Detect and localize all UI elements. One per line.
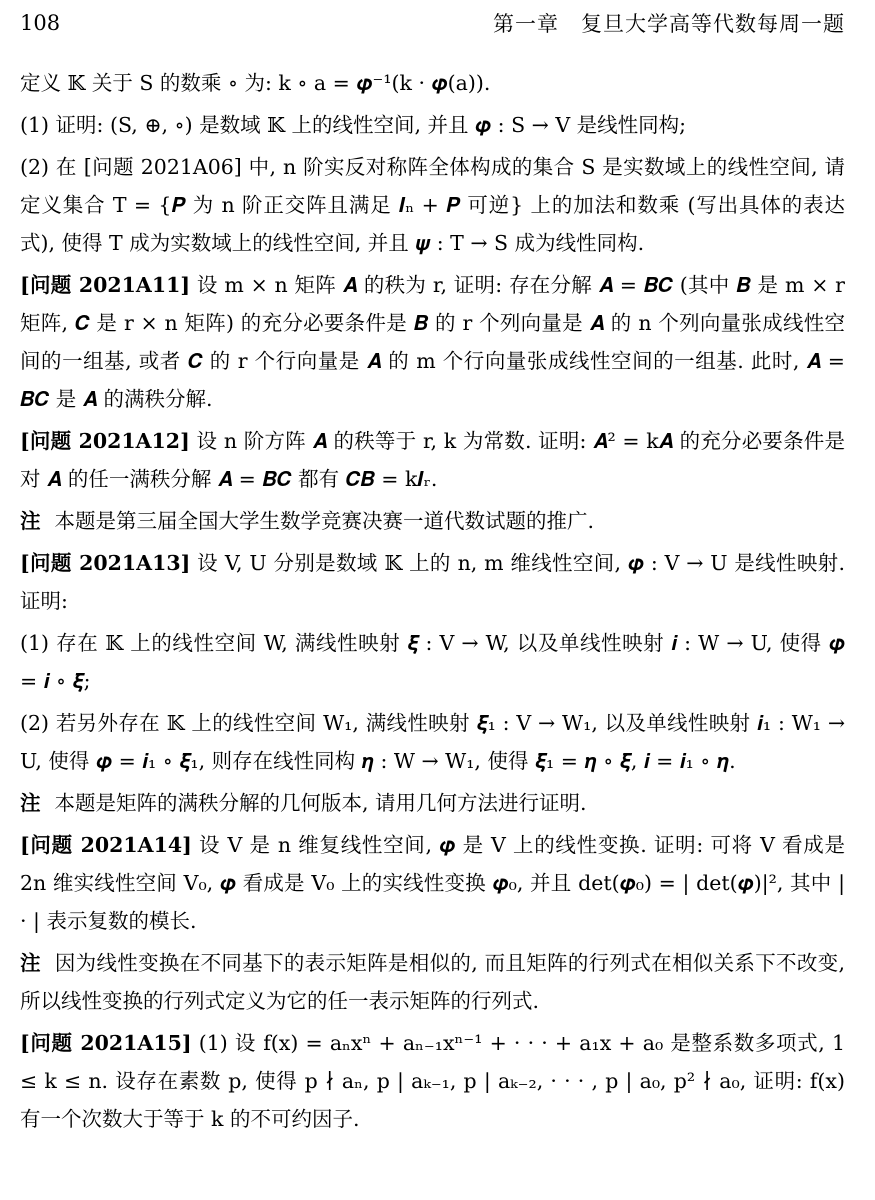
note-paragraph — [20, 784, 845, 822]
problem-2021a11 — [20, 266, 845, 418]
problem-2021a12 — [20, 422, 845, 498]
problem-tag: [问题 2021A14] — [20, 833, 192, 857]
page-body — [20, 64, 845, 1142]
paragraph-text: (1) 设 f(x) = aₙxⁿ + aₙ₋₁xⁿ⁻¹ + · · · + a₁x + a₀ 是整系数多项式, 1 ≤ k ≤ n. 设存在素数 p, 使得 p ∤ aₙ, p | aₖ₋₁, p | aₖ₋₂, · · · , p | a₀, p² ∤ a₀, 证明: f(x) 有一个次数大于等于 k 的不可约因子. — [20, 1031, 845, 1131]
note-tag: 注 — [20, 509, 41, 533]
problem-2021a13 — [20, 544, 845, 620]
paragraph-text: (1) 证明: (S, ⊕, ∘) 是数域 𝕂 上的线性空间, 并且 𝝋 : S → V 是线性同构; — [20, 113, 687, 137]
chapter-title: 第一章 复旦大学高等代数每周一题 — [493, 12, 845, 36]
paragraph-text: 因为线性变换在不同基下的表示矩阵是相似的, 而且矩阵的行列式在相似关系下不改变, 所以线性变换的行列式定义为它的任一表示矩阵的行列式. — [20, 951, 846, 1013]
paragraph-text: 本题是第三届全国大学生数学竞赛决赛一道代数试题的推广. — [54, 509, 595, 533]
note-paragraph — [20, 502, 845, 540]
problem-tag: [问题 2021A13] — [20, 551, 191, 575]
page-number: 108 — [20, 11, 61, 35]
paragraph-text: 设 m × n 矩阵 𝑨 的秩为 r, 证明: 存在分解 𝑨 = 𝑩𝑪 (其中 𝑩 是 m × r 矩阵, 𝑪 是 r × n 矩阵) 的充分必要条件是 𝑩 的 r 个列向量是 𝑨 的 n 个列向量张成线性空间的一组基, 或者 𝑪 的 r 个行向量是 𝑨 的 m 个行向量张成线性空间的一组基. 此时, 𝑨 = 𝑩𝑪 是 𝑨 的满秩分解. — [20, 273, 845, 411]
problem-tag: [问题 2021A11] — [20, 273, 191, 297]
page-header — [20, 6, 845, 40]
paragraph-text: (1) 存在 𝕂 上的线性空间 W, 满线性映射 𝝃 : V → W, 以及单线性映射 𝒊 : W → U, 使得 𝝋 = 𝒊 ∘ 𝝃; — [20, 631, 845, 693]
paragraph-part-2 — [20, 704, 845, 780]
paragraph-text: 设 V, U 分别是数域 𝕂 上的 n, m 维线性空间, 𝝋 : V → U 是线性映射. 证明: — [20, 551, 845, 613]
problem-tag: [问题 2021A12] — [20, 429, 190, 453]
problem-2021a14 — [20, 826, 845, 940]
paragraph-part-1 — [20, 624, 845, 700]
paragraph-text: 设 V 是 n 维复线性空间, 𝝋 是 V 上的线性变换. 证明: 可将 V 看成是 2n 维实线性空间 V₀, 𝝋 看成是 V₀ 上的实线性变换 𝝋₀, 并且 det(𝝋₀) = | det(𝝋)|², 其中 | · | 表示复数的模长. — [20, 833, 845, 933]
paragraph-text: (2) 在 [问题 2021A06] 中, n 阶实反对称阵全体构成的集合 S 是实数域上的线性空间, 请定义集合 T = {𝑷 为 n 阶正交阵且满足 𝑰ₙ + 𝑷 可逆} 上的加法和数乘 (写出具体的表达式), 使得 T 成为实数域上的线性空间, 并且 𝝍 : T → S 成为线性同构. — [20, 155, 845, 255]
paragraph-text: 设 n 阶方阵 𝑨 的秩等于 r, k 为常数. 证明: 𝑨² = k𝑨 的充分必要条件是对 𝑨 的任一满秩分解 𝑨 = 𝑩𝑪 都有 𝑪𝑩 = k𝑰ᵣ. — [20, 429, 845, 491]
note-tag: 注 — [20, 951, 41, 975]
note-paragraph — [20, 944, 845, 1020]
paragraph-part-1 — [20, 106, 845, 144]
paragraph-definition — [20, 64, 845, 102]
problem-2021a15 — [20, 1024, 845, 1138]
note-tag: 注 — [20, 791, 41, 815]
paragraph-part-2 — [20, 148, 845, 262]
paragraph-text: 本题是矩阵的满秩分解的几何版本, 请用几何方法进行证明. — [54, 791, 587, 815]
problem-tag: [问题 2021A15] — [20, 1031, 192, 1055]
paragraph-text: (2) 若另外存在 𝕂 上的线性空间 W₁, 满线性映射 𝝃₁ : V → W₁, 以及单线性映射 𝒊₁ : W₁ → U, 使得 𝝋 = 𝒊₁ ∘ 𝝃₁, 则存在线性同构 𝜼 : W → W₁, 使得 𝝃₁ = 𝜼 ∘ 𝝃, 𝒊 = 𝒊₁ ∘ 𝜼. — [20, 711, 845, 773]
paragraph-text: 定义 𝕂 关于 S 的数乘 ∘ 为: k ∘ a = 𝝋⁻¹(k · 𝝋(a)). — [20, 71, 491, 95]
